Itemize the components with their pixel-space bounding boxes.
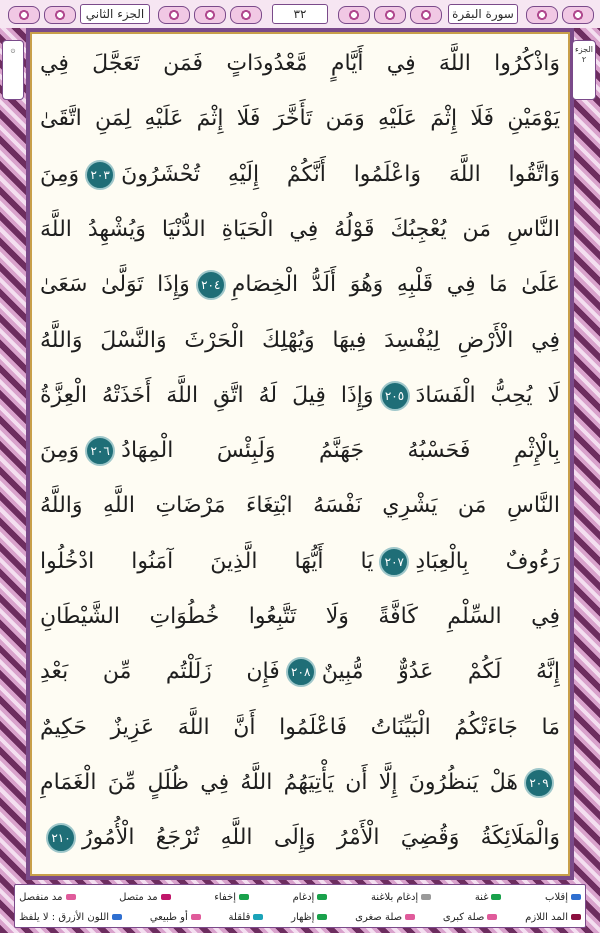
page-header [0, 0, 600, 28]
verse-text: بِالْإِثْمِ فَحَسْبُهُ جَهَنَّمُ وَلَبِئْسَ الْمِهَادُ [121, 438, 560, 464]
legend-item [291, 912, 327, 923]
legend-label: صلة كبرى [442, 911, 485, 923]
legend-label: غنة [474, 891, 489, 903]
legend-label: المد اللازم [525, 911, 568, 923]
verse-line [40, 646, 560, 698]
verse-text: يَا أَيُّهَا الَّذِينَ آمَنُوا ادْخُلُوا [40, 548, 374, 574]
legend-color-swatch [191, 914, 201, 920]
ayah-number-marker: ٢١٠ [46, 823, 76, 853]
verse-line [40, 38, 560, 90]
legend-item [371, 892, 431, 903]
legend-label: مد منفصل [19, 891, 63, 903]
legend-label: اللون الأزرق : لا يلفظ [19, 911, 110, 923]
legend-color-swatch [405, 914, 415, 920]
legend-color-swatch [317, 914, 327, 920]
legend-color-swatch [491, 894, 501, 900]
legend-label: إخفاء [214, 891, 236, 903]
verse-line [40, 315, 560, 367]
verse-line [40, 370, 560, 422]
legend-color-swatch [161, 894, 171, 900]
verse-line [40, 702, 560, 754]
legend-item [119, 892, 170, 903]
legend-color-swatch [253, 914, 263, 920]
rub-marker [2, 40, 24, 100]
legend-color-swatch [239, 894, 249, 900]
ayah-number-marker: ٢٠٨ [286, 657, 316, 687]
juz-label: الجزء الثاني [80, 4, 150, 24]
legend-label: مد متصل [119, 891, 158, 903]
legend-item [475, 892, 502, 903]
legend-item [214, 892, 249, 903]
verse-text: وَمِنَ [40, 161, 80, 187]
legend-item [525, 912, 581, 923]
header-ornament [230, 6, 262, 24]
legend-item [150, 912, 201, 923]
header-ornament [44, 6, 76, 24]
legend-item [19, 892, 75, 903]
verse-text: النَّاسِ مَن يُعْجِبُكَ قَوْلُهُ فِي الْحَيَاةِ الدُّنْيَا وَيُشْهِدُ اللَّهَ [40, 216, 560, 242]
header-ornament [158, 6, 190, 24]
legend-row [19, 907, 581, 927]
legend-label: إظهار [291, 911, 315, 923]
verse-text: هَلْ يَنظُرُونَ إِلَّا أَن يَأْتِيَهُمُ اللَّهُ فِي ظُلَلٍ مِّنَ الْغَمَامِ [40, 769, 518, 795]
legend-label: قلقلة [228, 911, 251, 923]
legend-label: إدغام بلاغنة [370, 891, 419, 903]
verse-line [40, 591, 560, 643]
verse-text: وَاذْكُرُوا اللَّهَ فِي أَيَّامٍ مَّعْدُودَاتٍ فَمَن تَعَجَّلَ فِي [40, 51, 560, 76]
legend-color-swatch [317, 894, 327, 900]
header-ornament [338, 6, 370, 24]
verse-line [40, 480, 560, 532]
verse-text: وَاتَّقُوا اللَّهَ وَاعْلَمُوا أَنَّكُمْ إِلَيْهِ تُحْشَرُونَ [121, 161, 560, 187]
legend-color-swatch [571, 894, 581, 900]
verse-text: النَّاسِ مَن يَشْرِي نَفْسَهُ ابْتِغَاءَ مَرْضَاتِ اللَّهِ وَاللَّهُ [40, 493, 560, 519]
header-ornament [562, 6, 594, 24]
verse-line [40, 259, 560, 311]
legend-label: إقلاب [545, 891, 568, 903]
verse-text: مَا جَاءَتْكُمُ الْبَيِّنَاتُ فَاعْلَمُوا أَنَّ اللَّهَ عَزِيزٌ حَكِيمٌ [40, 714, 560, 740]
juz-side-marker [572, 40, 596, 100]
legend-color-swatch [421, 894, 431, 900]
header-ornament [8, 6, 40, 24]
rub-marker-text: ۞ [10, 45, 16, 54]
ayah-number-marker: ٢٠٤ [196, 270, 226, 300]
legend-item [19, 912, 122, 923]
legend-color-swatch [571, 914, 581, 920]
verse-text: وَمِنَ [40, 438, 80, 464]
verse-text: لَا يُحِبُّ الْفَسَادَ [415, 382, 560, 408]
ayah-number-marker: ٢٠٩ [524, 768, 554, 798]
ayah-number-marker: ٢٠٧ [379, 547, 409, 577]
verse-text: إِنَّهُ لَكُمْ عَدُوٌّ مُّبِينٌ [321, 659, 560, 685]
verse-text: وَإِذَا تَوَلَّىٰ سَعَىٰ [40, 272, 190, 298]
legend-item [355, 912, 415, 923]
header-ornament [410, 6, 442, 24]
legend-label: صلة صغرى [355, 911, 403, 923]
legend-label: إدغام [292, 891, 315, 903]
juz-side-marker-text: الجزء ٢ [575, 45, 593, 64]
verse-text: رَءُوفٌ بِالْعِبَادِ [415, 548, 560, 574]
verse-line [40, 93, 560, 145]
legend-item [443, 912, 497, 923]
verse-line [40, 812, 560, 864]
ayah-number-marker: ٢٠٦ [85, 436, 115, 466]
verse-line [40, 204, 560, 256]
ayah-number-marker: ٢٠٥ [380, 381, 410, 411]
verse-text: وَالْمَلَائِكَةُ وَقُضِيَ الْأَمْرُ وَإِلَى اللَّهِ تُرْجَعُ الْأُمُورُ [82, 825, 560, 851]
verse-text: فِي السِّلْمِ كَافَّةً وَلَا تَتَّبِعُوا خُطُوَاتِ الشَّيْطَانِ [40, 604, 560, 629]
legend-color-swatch [112, 914, 122, 920]
verse-line [40, 149, 560, 201]
verse-line [40, 425, 560, 477]
legend-label: أو طبيعي [149, 911, 188, 923]
verse-line [40, 757, 560, 809]
legend-row [19, 887, 581, 907]
header-ornament [374, 6, 406, 24]
verse-text: فَإِن زَلَلْتُم مِّن بَعْدِ [40, 659, 280, 685]
quran-text-lines [40, 38, 560, 874]
legend-color-swatch [66, 894, 76, 900]
verse-text: وَإِذَا قِيلَ لَهُ اتَّقِ اللَّهَ أَخَذَتْهُ الْعِزَّةُ [40, 382, 374, 408]
verse-text: يَوْمَيْنِ فَلَا إِثْمَ عَلَيْهِ وَمَن تَأَخَّرَ فَلَا إِثْمَ عَلَيْهِ لِمَنِ اتَّقَىٰ [40, 106, 560, 132]
page-number: ٣٢ [272, 4, 328, 24]
legend-item [229, 912, 264, 923]
header-ornament [194, 6, 226, 24]
tajweed-legend [14, 884, 586, 928]
verse-line [40, 536, 560, 588]
legend-item [545, 892, 581, 903]
legend-color-swatch [487, 914, 497, 920]
legend-item [293, 892, 328, 903]
ayah-number-marker: ٢٠٣ [85, 160, 115, 190]
verse-text: عَلَىٰ مَا فِي قَلْبِهِ وَهُوَ أَلَدُّ الْخِصَامِ [231, 272, 560, 298]
surah-label: سورة البقرة [448, 4, 518, 24]
verse-text: فِي الْأَرْضِ لِيُفْسِدَ فِيهَا وَيُهْلِكَ الْحَرْثَ وَالنَّسْلَ وَاللَّهُ [40, 327, 560, 353]
header-ornament [526, 6, 558, 24]
